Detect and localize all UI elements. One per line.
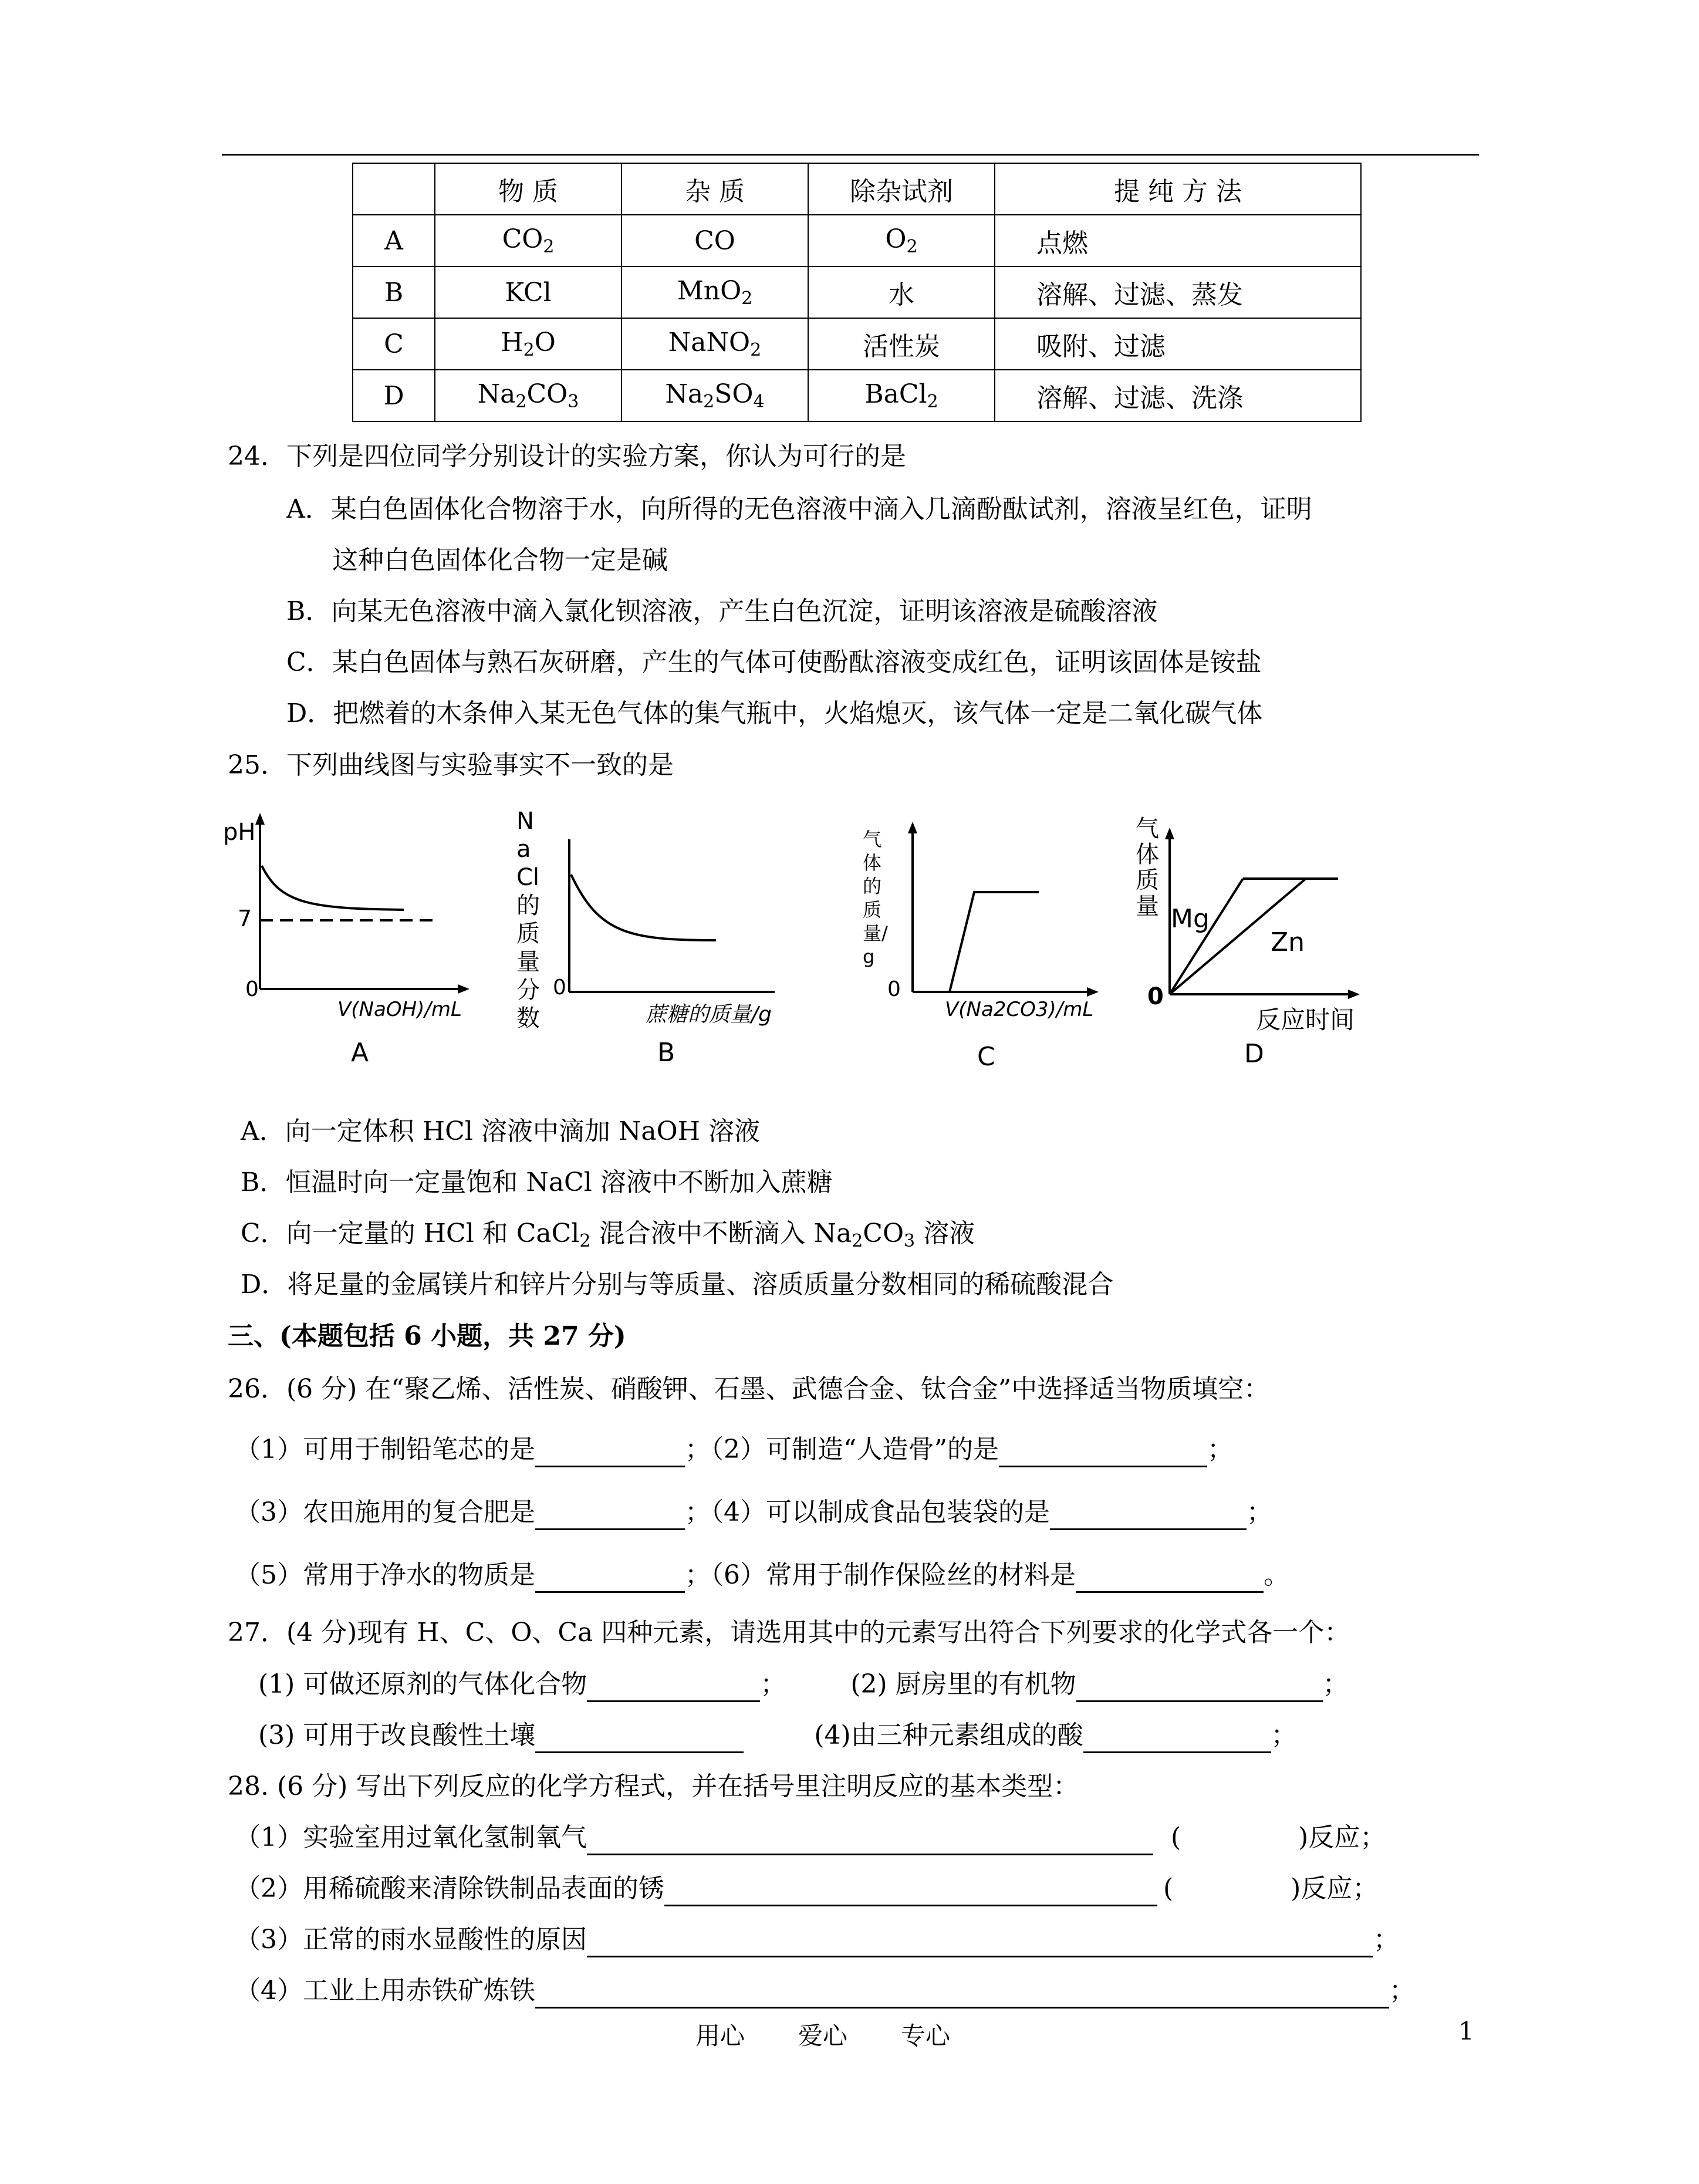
graph-a-caption: A xyxy=(351,1038,369,1068)
q25-option-c: C．向一定量的 HCl 和 CaCl$_2$ 混合液中不断滴入 $Na_2CO_3$ 溶液 xyxy=(241,1218,975,1251)
q24-option-b: B．向某无色溶液中滴入氯化钡溶液，产生白色沉淀，证明该溶液是硫酸溶液 xyxy=(286,596,1158,626)
method-cell: 点燃 xyxy=(995,215,1361,266)
q28-blank-2[interactable] xyxy=(664,1876,1157,1906)
q28-line-2 xyxy=(235,1871,1378,1906)
q26-blank-6[interactable] xyxy=(1076,1563,1264,1593)
graph-a-xlabel: V(NaOH)/mL xyxy=(337,998,462,1021)
graph-d-mg-label: Mg xyxy=(1171,904,1210,934)
impurity-table xyxy=(352,163,1362,422)
substance-cell: $CO_2$ xyxy=(435,215,621,266)
q27-punct: ； xyxy=(760,1669,786,1699)
q26-stem: 26．(6 分) 在“聚乙烯、活性炭、硝酸钾、石墨、武德合金、钛合金”中选择适当物质填空： xyxy=(228,1374,1270,1404)
q26-item-1: （1）可用于制铅笔芯的是 xyxy=(235,1434,535,1464)
q27-line-1 xyxy=(258,1667,1349,1702)
q26-blank-5[interactable] xyxy=(535,1563,685,1593)
q28-paren: )反应； xyxy=(1291,1874,1379,1903)
q26-line-1 xyxy=(235,1432,1233,1467)
q28-item-1: （1）实验室用过氧化氢制氧气 xyxy=(235,1822,587,1852)
q28-blank-4[interactable] xyxy=(535,1979,1389,2009)
q28-line-4 xyxy=(235,1973,1415,2009)
footer-motto-2: 爱心 xyxy=(798,2021,848,2050)
q27-line-2 xyxy=(258,1718,1297,1753)
q28-paren: )反应； xyxy=(1298,1822,1386,1852)
q27-stem: 27．(4 分)现有 H、C、O、Ca 四种元素，请选用其中的元素写出符合下列要求的化学式各一个： xyxy=(228,1618,1350,1648)
footer-motto-1: 用心 xyxy=(695,2021,745,2050)
q26-blank-4[interactable] xyxy=(1050,1500,1247,1530)
reagent-cell: $O_2$ xyxy=(808,215,995,266)
impurity-cell: $Na_2SO_4$ xyxy=(621,370,808,421)
q27-item-1: (1) 可做还原剂的气体化合物 xyxy=(258,1669,587,1699)
graph-a-origin: 0 xyxy=(245,977,259,1001)
table-row xyxy=(353,318,1361,370)
q26-item-4: ；（4）可以制成食品包装袋的是 xyxy=(685,1497,1050,1527)
table-header-row xyxy=(353,163,1361,215)
table-row xyxy=(353,215,1361,266)
q27-blank-1[interactable] xyxy=(587,1672,760,1702)
graph-b-ylabel: NaCl的质量分数 xyxy=(516,808,540,1032)
page-number: 1 xyxy=(1458,2017,1474,2045)
q24-option-a: A．某白色固体化合物溶于水，向所得的无色溶液中滴入几滴酚酞试剂，溶液呈红色，证明 xyxy=(286,494,1312,524)
q28-line-3 xyxy=(235,1922,1399,1957)
q26-punct: 。 xyxy=(1264,1560,1289,1590)
substance-cell: $H_2O$ xyxy=(435,318,621,370)
method-cell: 溶解、过滤、蒸发 xyxy=(995,266,1361,318)
table-header-cell: 除杂试剂 xyxy=(808,163,995,215)
graph-c-ylabel: 气体的质量/g xyxy=(863,828,888,968)
graph-d-origin: 0 xyxy=(1147,983,1164,1010)
table-header-cell xyxy=(353,163,435,215)
q28-item-2: （2）用稀硫酸来清除铁制品表面的锈 xyxy=(235,1874,664,1903)
q28-blank-1[interactable] xyxy=(587,1825,1153,1855)
graph-d-xlabel: 反应时间 xyxy=(1256,1005,1355,1034)
q27-blank-3[interactable] xyxy=(535,1723,744,1753)
q28-item-3: （3）正常的雨水显酸性的原因 xyxy=(235,1925,587,1955)
graph-d-caption: D xyxy=(1244,1039,1264,1069)
q26-punct: ； xyxy=(1247,1497,1272,1527)
q26-blank-2[interactable] xyxy=(999,1437,1207,1467)
q24-stem: 24．下列是四位同学分别设计的实验方案，你认为可行的是 xyxy=(228,441,906,471)
table-row xyxy=(353,370,1361,421)
q28-paren: ( xyxy=(1163,1874,1174,1903)
graph-d-ylabel: 气体质量 xyxy=(1136,815,1159,920)
row-label: C xyxy=(353,318,435,370)
q28-type-blank-2[interactable] xyxy=(1173,1878,1291,1906)
q25-stem: 25．下列曲线图与实验事实不一致的是 xyxy=(228,750,674,780)
q26-punct: ； xyxy=(1207,1434,1233,1464)
q25-option-b: B．恒温时向一定量饱和 NaCl 溶液中不断加入蔗糖 xyxy=(241,1167,833,1197)
q28-type-blank-1[interactable] xyxy=(1181,1827,1298,1855)
q27-item-4: (4)由三种元素组成的酸 xyxy=(814,1720,1083,1750)
q28-item-4: （4）工业上用赤铁矿炼铁 xyxy=(235,1976,535,2006)
table-header-cell: 提 纯 方 法 xyxy=(995,163,1361,215)
q27-blank-4[interactable] xyxy=(1083,1723,1271,1753)
graph-b-caption: B xyxy=(657,1038,675,1068)
q26-line-2 xyxy=(235,1495,1272,1530)
q27-item-3: (3) 可用于改良酸性土壤 xyxy=(258,1720,536,1750)
q28-punct: ； xyxy=(1373,1925,1399,1955)
reagent-cell: 水 xyxy=(808,266,995,318)
row-label: B xyxy=(353,266,435,318)
table-header-cell: 杂 质 xyxy=(621,163,808,215)
graph-a-tick-7: 7 xyxy=(238,906,252,931)
graph-c-caption: C xyxy=(977,1042,995,1072)
graph-b-xlabel: 蔗糖的质量/g xyxy=(646,1002,772,1027)
q28-punct: ； xyxy=(1389,1976,1415,2006)
method-cell: 溶解、过滤、洗涤 xyxy=(995,370,1361,421)
row-label: A xyxy=(353,215,435,266)
method-cell: 吸附、过滤 xyxy=(995,318,1361,370)
q27-item-2: (2) 厨房里的有机物 xyxy=(850,1669,1076,1699)
q27-blank-2[interactable] xyxy=(1076,1672,1323,1702)
q24-option-d: D．把燃着的木条伸入某无色气体的集气瓶中，火焰熄灭，该气体一定是二氧化碳气体 xyxy=(286,698,1263,728)
q26-blank-3[interactable] xyxy=(535,1500,685,1530)
q26-item-6: ；（6）常用于制作保险丝的材料是 xyxy=(685,1560,1076,1590)
row-label: D xyxy=(353,370,435,421)
q28-line-1 xyxy=(235,1820,1386,1855)
graph-d-zn-label: Zn xyxy=(1271,927,1305,957)
q26-item-3: （3）农田施用的复合肥是 xyxy=(235,1497,535,1527)
substance-cell: $Na_2CO_3$ xyxy=(435,370,621,421)
q24-option-a-cont: 这种白色固体化合物一定是碱 xyxy=(332,545,668,575)
q26-item-2: ；（2）可制造“人造骨”的是 xyxy=(685,1434,999,1464)
reagent-cell: 活性炭 xyxy=(808,318,995,370)
substance-cell: KCl xyxy=(435,266,621,318)
table-header-cell: 物 质 xyxy=(435,163,621,215)
q26-line-3 xyxy=(235,1558,1289,1593)
footer-motto-3: 专心 xyxy=(901,2021,951,2050)
header-rule xyxy=(222,154,1479,156)
q27-punct: ； xyxy=(1322,1669,1349,1699)
q25-option-a: A．向一定体积 HCl 溶液中滴加 NaOH 溶液 xyxy=(241,1116,761,1146)
impurity-cell: CO xyxy=(621,215,808,266)
q25-option-d: D．将足量的金属镁片和锌片分别与等质量、溶质质量分数相同的稀硫酸混合 xyxy=(241,1270,1114,1299)
table-row xyxy=(353,266,1361,318)
graph-c-xlabel: V(Na2CO3)/mL xyxy=(945,998,1094,1021)
q28-stem: 28. (6 分) 写出下列反应的化学方程式，并在括号里注明反应的基本类型： xyxy=(228,1771,1079,1801)
impurity-cell: NaNO$_2$ xyxy=(621,318,808,370)
q28-blank-3[interactable] xyxy=(587,1928,1373,1957)
impurity-cell: MnO$_2$ xyxy=(621,266,808,318)
reagent-cell: BaCl$_2$ xyxy=(808,370,995,421)
q26-item-5: （5）常用于净水的物质是 xyxy=(235,1560,535,1590)
graph-b-origin: 0 xyxy=(553,975,566,1000)
q24-option-c: C．某白色固体与熟石灰研磨，产生的气体可使酚酞溶液变成红色，证明该固体是铵盐 xyxy=(286,647,1262,677)
section-3-heading: 三、(本题包括 6 小题，共 27 分) xyxy=(228,1321,626,1351)
q27-punct: ； xyxy=(1271,1720,1297,1750)
q28-paren: ( xyxy=(1171,1822,1181,1852)
graph-c-origin: 0 xyxy=(887,977,901,1001)
q26-blank-1[interactable] xyxy=(535,1437,685,1467)
graph-a-ylabel: pH xyxy=(223,819,256,846)
